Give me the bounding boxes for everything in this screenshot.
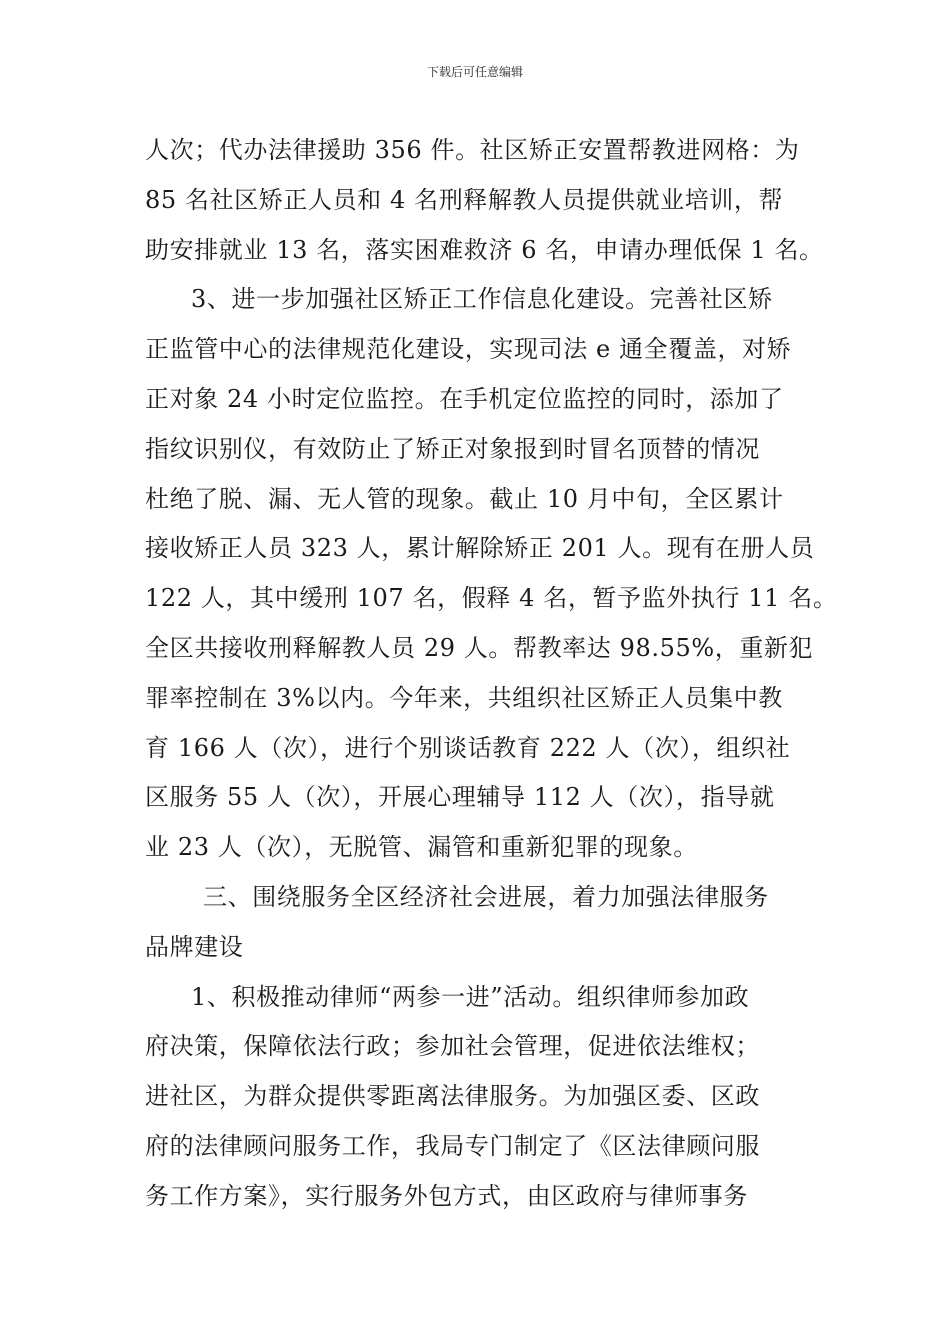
text-line: 正监管中心的法律规范化建设，实现司法 e 通全覆盖，对矫 xyxy=(145,335,792,364)
text-line: 务工作方案》，实行服务外包方式，由区政府与律师事务 xyxy=(145,1181,748,1210)
document-body xyxy=(145,126,838,1222)
text-line: 人次；代办法律援助 356 件。社区矫正安置帮教进网格：为 xyxy=(145,136,800,164)
text-line: 业 23 人（次），无脱管、漏管和重新犯罪的现象。 xyxy=(145,833,698,862)
paragraph-start-line: 1、积极推动律师“两参一进”活动。组织律师参加政 xyxy=(191,982,750,1011)
text-line: 府决策，保障依法行政；参加社会管理，促进依法维权； xyxy=(145,1032,760,1061)
text-line: 杜绝了脱、漏、无人管的现象。截止 10 月中旬，全区累计 xyxy=(145,484,784,513)
page-header: 下载后可任意编辑 xyxy=(426,65,523,79)
section-heading-line: 品牌建设 xyxy=(145,932,244,961)
text-line: 全区共接收刑释解教人员 29 人。帮教率达 98.55%，重新犯 xyxy=(145,633,814,662)
text-line: 85 名社区矫正人员和 4 名刑释解教人员提供就业培训，帮 xyxy=(145,185,784,214)
paragraph-start-line: 3、进一步加强社区矫正工作信息化建设。完善社区矫 xyxy=(191,285,773,314)
section-heading-line: 三、围绕服务全区经济社会进展，着力加强法律服务 xyxy=(203,882,769,911)
text-line: 育 166 人（次），进行个别谈话教育 222 人（次），组织社 xyxy=(145,733,791,762)
text-line: 指纹识别仪，有效防止了矫正对象报到时冒名顶替的情况 xyxy=(145,434,760,463)
text-line: 区服务 55 人（次），开展心理辅导 112 人（次），指导就 xyxy=(145,783,775,812)
text-line: 122 人，其中缓刑 107 名，假释 4 名，暂予监外执行 11 名。 xyxy=(145,584,838,613)
text-line: 进社区，为群众提供零距离法律服务。为加强区委、区政 xyxy=(145,1082,760,1111)
text-line: 府的法律顾问服务工作，我局专门制定了《区法律顾问服 xyxy=(145,1131,760,1160)
text-line: 接收矫正人员 323 人，累计解除矫正 201 人。现有在册人员 xyxy=(145,534,815,563)
text-line: 正对象 24 小时定位监控。在手机定位监控的同时，添加了 xyxy=(145,384,784,413)
text-line: 助安排就业 13 名，落实困难救济 6 名，申请办理低保 1 名。 xyxy=(145,235,824,264)
text-line: 罪率控制在 3%以内。今年来，共组织社区矫正人员集中教 xyxy=(145,683,783,712)
